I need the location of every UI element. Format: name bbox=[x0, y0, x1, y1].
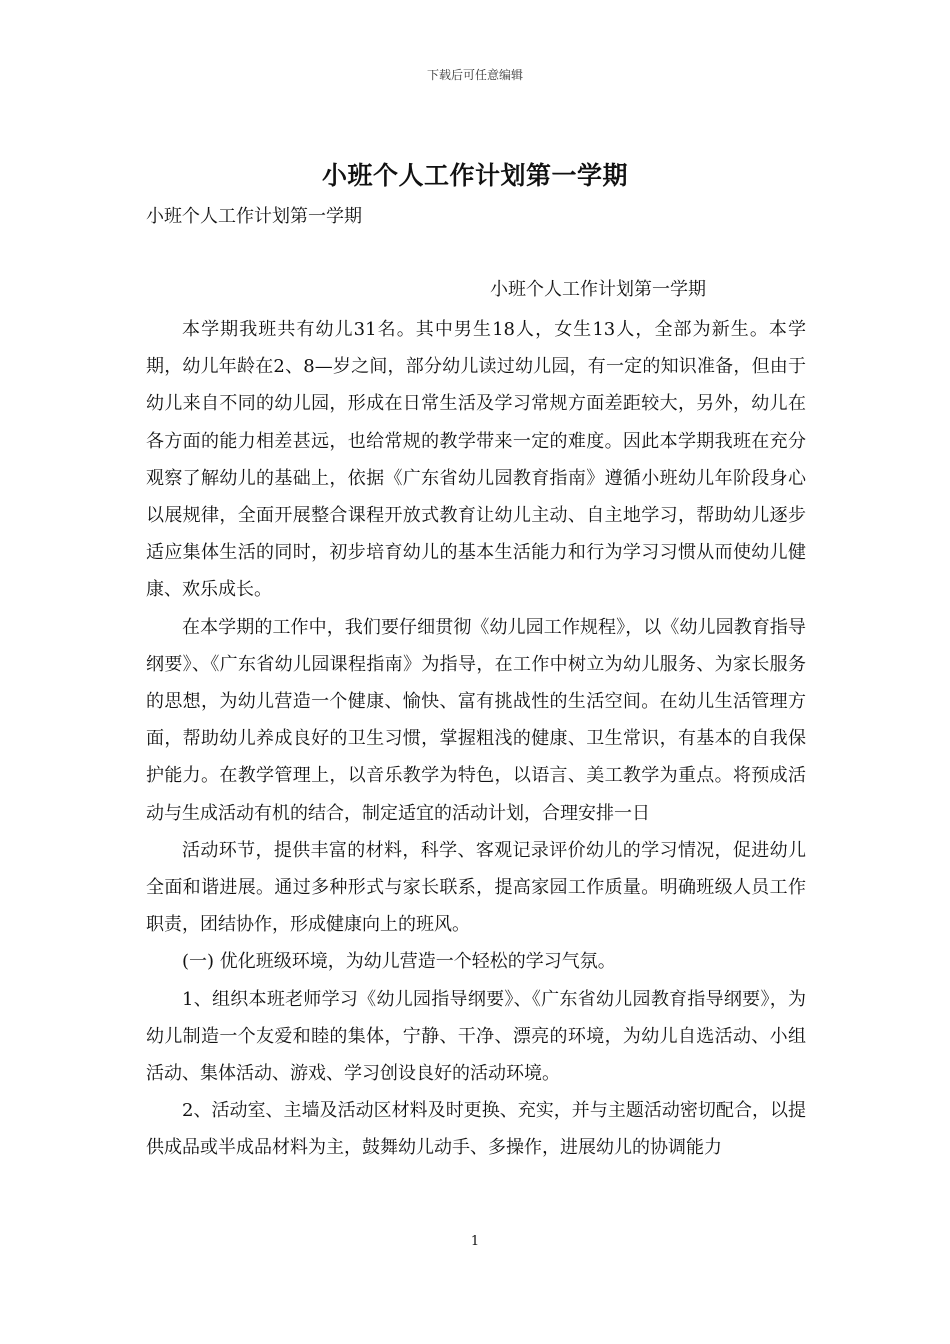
document-body bbox=[146, 311, 806, 1167]
section-heading: 小班个人工作计划第一学期 bbox=[490, 279, 706, 300]
paragraph: 活动环节，提供丰富的材料，科学、客观记录评价幼儿的学习情况，促进幼儿全面和谐进展。通过多种形式与家长联系，提高家园工作质量。明确班级人员工作职责，团结协作，形成健康向上的班风。 bbox=[146, 839, 806, 936]
paragraph: 本学期我班共有幼儿31名。其中男生18人，女生13人，全部为新生。本学期，幼儿年龄在2、8—岁之间，部分幼儿读过幼儿园，有一定的知识准备，但由于幼儿来自不同的幼儿园，形成在日常生活及学习常规方面差距较大，另外，幼儿在各方面的能力相差甚远，也给常规的教学带来一定的难度。因此本学期我班在充分观察了解幼儿的基础上，依据《广东省幼儿园教育指南》遵循小班幼儿年阶段身心以展规律，全面开展整合课程开放式教育让幼儿主动、自主地学习，帮助幼儿逐步适应集体生活的同时，初步培育幼儿的基本生活能力和行为学习习惯从而使幼儿健康、欢乐成长。 bbox=[146, 319, 806, 601]
page-number: 1 bbox=[470, 1234, 480, 1249]
document-title: 小班个人工作计划第一学期 bbox=[321, 161, 628, 190]
paragraph: 2、活动室、主墙及活动区材料及时更换、充实，并与主题活动密切配合，以提供成品或半成品材料为主，鼓舞幼儿动手、多操作，进展幼儿的协调能力 bbox=[146, 1100, 806, 1159]
paragraph: 在本学期的工作中，我们要仔细贯彻《幼儿园工作规程》，以《幼儿园教育指导纲要》、《广东省幼儿园课程指南》为指导，在工作中树立为幼儿服务、为家长服务的思想，为幼儿营造一个健康、愉快、富有挑战性的生活空间。在幼儿生活管理方面，帮助幼儿养成良好的卫生习惯，掌握粗浅的健康、卫生常识，有基本的自我保护能力。在教学管理上，以音乐教学为特色，以语言、美工教学为重点。将预成活动与生成活动有机的结合，制定适宜的活动计划，合理安排一日 bbox=[146, 616, 806, 824]
page-header-note: 下载后可任意编辑 bbox=[426, 68, 523, 82]
paragraph: 1、组织本班老师学习《幼儿园指导纲要》、《广东省幼儿园教育指导纲要》，为幼儿制造一个友爱和睦的集体，宁静、干净、漂亮的环境，为幼儿自选活动、小组活动、集体活动、游戏、学习创设良好的活动环境。 bbox=[146, 988, 806, 1085]
section-item-heading: (一) 优化班级环境，为幼儿营造一个轻松的学习气氛。 bbox=[182, 951, 616, 973]
document-subtitle: 小班个人工作计划第一学期 bbox=[146, 206, 362, 227]
